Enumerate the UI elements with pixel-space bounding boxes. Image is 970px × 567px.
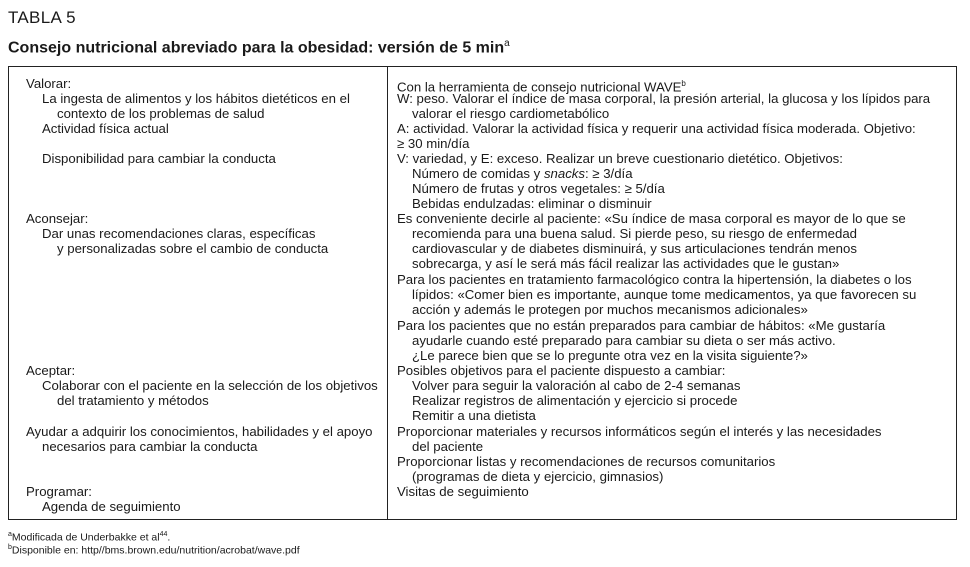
right-farm-line-2: lípidos: «Comer bien es importante, aunque tome medicamentos, ya que favorecen su	[412, 287, 917, 302]
right-conv-line-3: cardiovascular y de diabetes disminuirá, y sus articulaciones tendrán menos	[412, 241, 857, 256]
footnote-b	[8, 541, 300, 558]
right-conv-line-2: recomienda para una buena salud. Si pierde peso, su riesgo de enfermedad	[412, 226, 858, 241]
right-obj-line-4: Remitir a una dietista	[412, 408, 536, 423]
footnote-a-ref: 44	[159, 531, 168, 538]
right-conv-line-4: sobrecarga, y así le será más fácil realizar las actividades que le gustan»	[412, 256, 840, 271]
right-ve-line-3: Número de frutas y otros vegetales: ≥ 5/día	[412, 181, 665, 196]
left-valorar-item-1a: La ingesta de alimentos y los hábitos dietéticos en el	[42, 91, 350, 106]
right-a-line-2: ≥ 30 min/día	[397, 136, 470, 151]
right-list-line-1: Proporcionar listas y recomendaciones de recursos comunitarios	[397, 454, 776, 469]
right-farm-line-3: acción y además le protegen por muchos mecanismos adicionales»	[412, 302, 808, 317]
left-programar-heading: Programar:	[26, 484, 92, 499]
left-aceptar-line-2: del tratamiento y métodos	[57, 393, 209, 408]
right-ve-line-2-pre: Número de comidas y	[412, 166, 544, 181]
right-ve-line-2-post: : ≥ 3/día	[584, 166, 633, 181]
left-valorar-item-3: Disponibilidad para cambiar la conducta	[42, 151, 276, 166]
right-obj-line-3: Realizar registros de alimentación y ejercicio si procede	[412, 393, 738, 408]
right-noprep-line-2: ayudarle cuando esté preparado para cambiar su dieta o ser más activo.	[412, 333, 836, 348]
right-noprep-line-1: Para los pacientes que no están preparados para cambiar de hábitos: «Me gustaría	[397, 318, 886, 333]
left-aceptar-heading: Aceptar:	[26, 363, 76, 378]
left-ayudar-line-2: necesarios para cambiar la conducta	[42, 439, 258, 454]
table-label: TABLA 5	[8, 8, 76, 27]
left-valorar-heading: Valorar:	[26, 76, 72, 91]
right-farm-line-1: Para los pacientes en tratamiento farmacológico contra la hipertensión, la diabetes o los	[397, 272, 912, 287]
footnote-a-end: .	[167, 531, 171, 544]
left-aconsejar-heading: Aconsejar:	[26, 211, 89, 226]
left-valorar-item-1b: contexto de los problemas de salud	[57, 106, 265, 121]
right-a-line-1: A: actividad. Valorar la actividad física y requerir una actividad física moderada. Objetivo:	[397, 121, 916, 136]
title-footnote-mark: a	[504, 38, 510, 49]
column-divider	[387, 66, 388, 520]
right-mat-line-2: del paciente	[412, 439, 484, 454]
right-wave-intro-text: Con la herramienta de consejo nutricional WAVE	[397, 79, 682, 95]
footnote-a-mark: a	[8, 531, 12, 538]
right-visitas: Visitas de seguimiento	[397, 484, 529, 499]
left-aconsejar-line-2: y personalizadas sobre el cambio de conducta	[57, 241, 329, 256]
footnote-b-text: Disponible en: http//bms.brown.edu/nutrition/acrobat/wave.pdf	[11, 544, 300, 557]
table-title	[8, 38, 510, 57]
right-ve-line-2	[412, 166, 633, 181]
right-noprep-line-3: ¿Le parece bien que se lo pregunte otra vez en la visita siguiente?»	[412, 348, 808, 363]
right-ve-line-1: V: variedad, y E: exceso. Realizar un breve cuestionario dietético. Objetivos:	[397, 151, 843, 166]
right-obj-line-2: Volver para seguir la valoración al cabo de 2-4 semanas	[412, 378, 741, 393]
right-mat-line-1: Proporcionar materiales y recursos informáticos según el interés y las necesidades	[397, 424, 882, 439]
right-obj-line-1: Posibles objetivos para el paciente dispuesto a cambiar:	[397, 363, 726, 378]
footnote-a-text: Modificada de Underbakke et al	[11, 531, 160, 544]
left-ayudar-line-1: Ayudar a adquirir los conocimientos, habilidades y el apoyo	[26, 424, 373, 439]
left-valorar-item-2: Actividad física actual	[42, 121, 169, 136]
right-w-line-1: W: peso. Valorar el índice de masa corporal, la presión arterial, la glucosa y los lípidos para	[397, 91, 931, 106]
right-ve-line-4: Bebidas endulzadas: eliminar o disminuir	[412, 196, 652, 211]
left-aceptar-line-1: Colaborar con el paciente en la selección de los objetivos	[42, 378, 378, 393]
right-ve-line-2-em: snacks	[543, 166, 585, 181]
left-aconsejar-line-1: Dar unas recomendaciones claras, específicas	[42, 226, 316, 241]
left-programar-line-1: Agenda de seguimiento	[42, 499, 181, 514]
footnote-b-mark: b	[8, 544, 12, 551]
right-list-line-2: (programas de dieta y ejercicio, gimnasios)	[412, 469, 664, 484]
right-w-line-2: valorar el riesgo cardiometabólico	[412, 106, 610, 121]
right-conv-line-1: Es conveniente decirle al paciente: «Su índice de masa corporal es mayor de lo que se	[397, 211, 906, 226]
title-text: Consejo nutricional abreviado para la obesidad: versión de 5 min	[8, 39, 505, 57]
right-wave-footnote-mark: b	[681, 79, 686, 88]
